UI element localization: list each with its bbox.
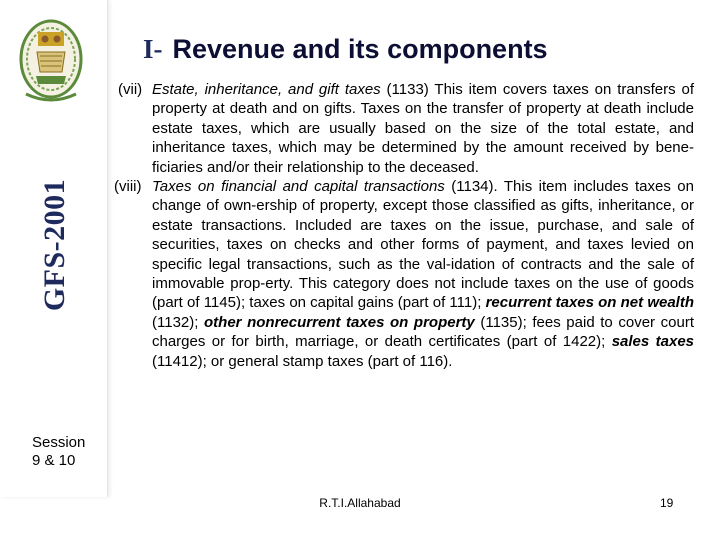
footer-institution: R.T.I.Allahabad (319, 496, 401, 510)
item-emphasis-2: other nonrecurrent taxes on property (204, 313, 475, 331)
item-heading: Taxes on financial and capital transactions (152, 178, 445, 196)
slide-title (143, 34, 548, 65)
item-emphasis-3: sales taxes (611, 333, 694, 351)
title-text: Revenue and its components (172, 34, 548, 64)
session-line-1: Session (32, 434, 86, 451)
item-code: (1133) (380, 81, 435, 98)
vertical-course-title: GFS-2001 (38, 178, 71, 312)
item-code: (1134). (444, 178, 504, 196)
gfs-emblem-icon (18, 14, 84, 114)
item-text-part-1: This item includes taxes on change of own-ership of property, except those classified as gifts, inheritance, or estate transactions. Included are taxes on the issue, purchase, and sale of securities, taxes on checks and other forms of payment, and taxes levied on specific legal transactions, such as the val-idation of contracts and the sale of immovable prop-erty. This category does not include taxes on the use of goods (part of 1145); taxes on capital gains (part of 111); (152, 178, 694, 312)
session-label (32, 434, 85, 470)
session-line-2: 9 & 10 (32, 452, 76, 469)
item-text-part-2: (1132); (152, 313, 205, 331)
item-text: This item covers taxes on transfers of property at death and on gifts. Taxes on the transfer of property at death include estate taxes, which are usually based on the size of the total estate, and inheritance taxes, which may be determined by the amount received by bene-ficiaries and/or their relationship to the deceased. (152, 81, 694, 176)
section-numeral: I- (143, 34, 163, 64)
item-number: (viii) (114, 178, 142, 196)
page-number: 19 (660, 496, 674, 510)
item-heading: Estate, inheritance, and gift taxes (152, 81, 381, 98)
item-text-part-4: (11412); or general stamp taxes (part of 116). (152, 352, 453, 370)
list-item-vii (118, 80, 694, 177)
item-number: (vii) (118, 81, 143, 98)
list-item-viii (114, 177, 694, 371)
item-emphasis-1: recurrent taxes on net wealth (485, 294, 694, 312)
sidebar (0, 0, 108, 497)
slide-body (114, 80, 694, 371)
item-text-part-3: (1135); fees paid to cover court charges or for birth, marriage, or death certificates (part of 1422); (152, 313, 694, 351)
